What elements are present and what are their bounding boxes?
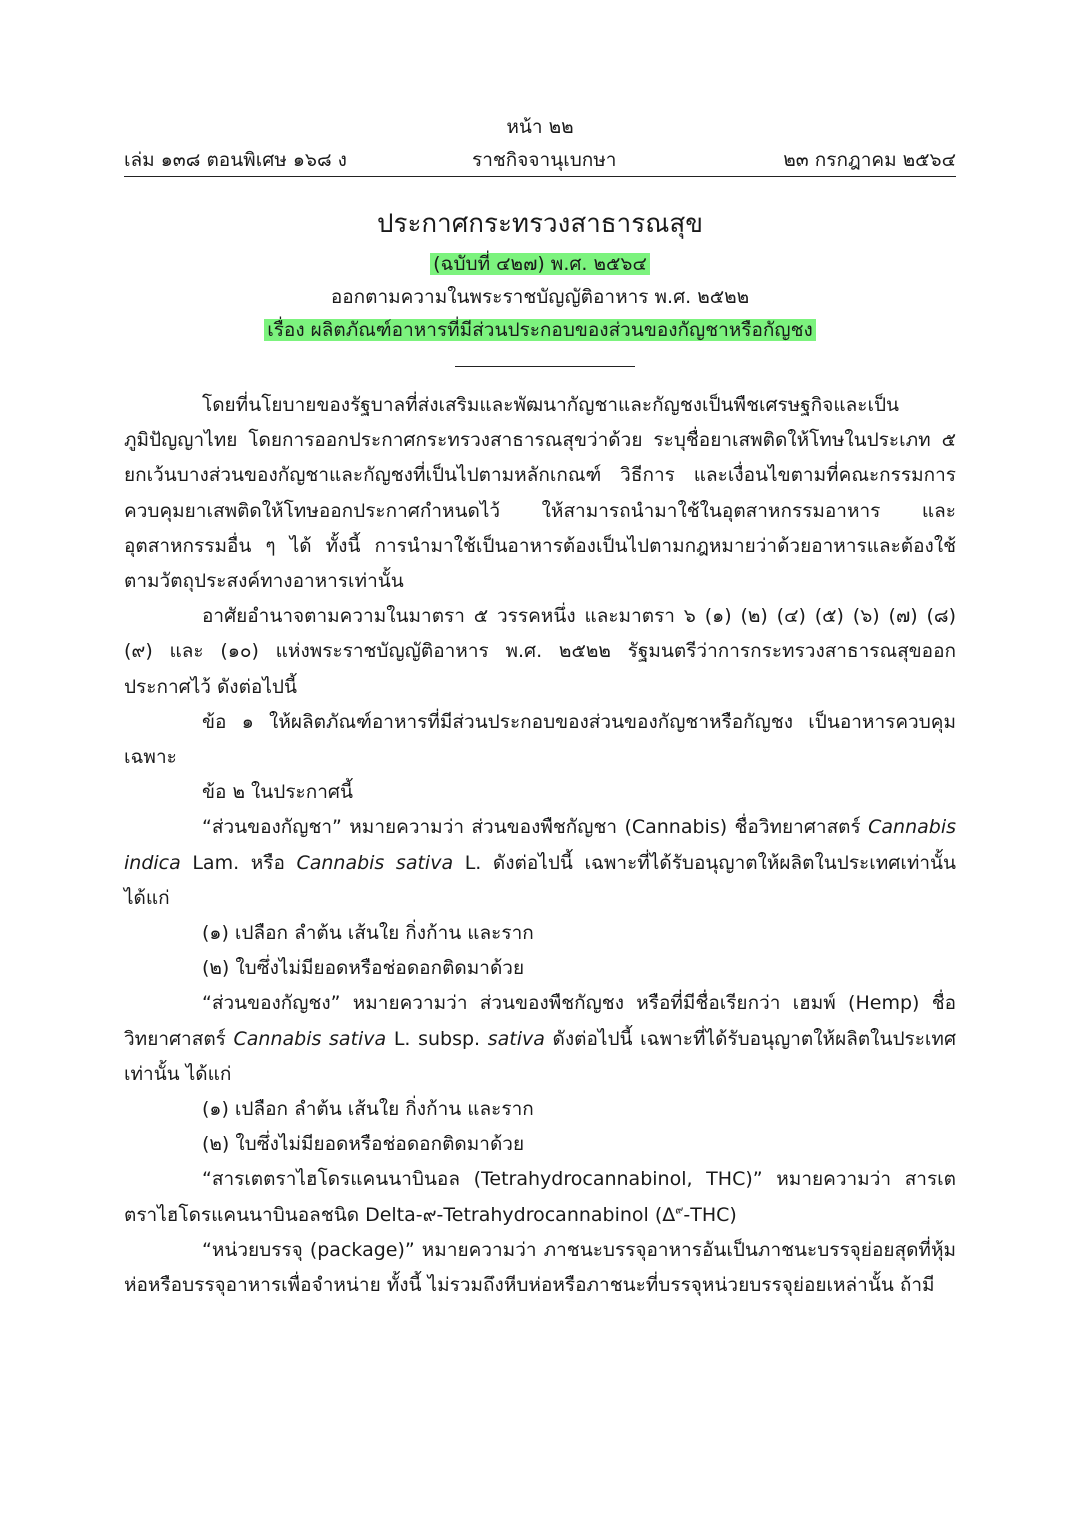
thc-definition: “สารเตตราไฮโดรแคนนาบินอล (Tetrahydrocannabinol, THC)” หมายความว่า สารเตตราไฮโดรแคนนาบินอลชนิด Delta-๙-Tetrahydrocannabinol $(\Delta^๙-THC)$ <box>124 1168 956 1226</box>
clause-2: ข้อ ๒ ในประกาศนี้ <box>202 781 353 804</box>
cannabis-item-2: (๒) ใบซึ่งไม่มียอดหรือช่อดอกติดมาด้วย <box>202 957 525 980</box>
volume-info: เล่ม ๑๓๘ ตอนพิเศษ ๑๖๘ ง <box>124 149 347 171</box>
issued-under: ออกตามความในพระราชบัญญัติอาหาร พ.ศ. ๒๕๒๒ <box>330 286 750 308</box>
gazette-header <box>124 145 956 173</box>
subject-line: เรื่อง ผลิตภัณฑ์อาหารที่มีส่วนประกอบของส่วนของกัญชาหรือกัญชง <box>264 319 816 341</box>
title-block <box>0 206 1080 347</box>
edition-number: (ฉบับที่ ๔๒๗) พ.ศ. ๒๕๖๔ <box>430 253 650 275</box>
publication-date: ๒๓ กรกฎาคม ๒๕๖๔ <box>783 149 956 171</box>
header-divider <box>124 176 956 177</box>
hemp-item-1: (๑) เปลือก ลำต้น เส้นใย กิ่งก้าน และราก <box>202 1098 534 1121</box>
cannabis-item-1: (๑) เปลือก ลำต้น เส้นใย กิ่งก้าน และราก <box>202 922 534 945</box>
announcement-title: ประกาศกระทรวงสาธารณสุข <box>376 209 703 239</box>
title-divider <box>455 366 635 367</box>
package-definition: “หน่วยบรรจุ (package)” หมายความว่า ภาชนะบรรจุอาหารอันเป็นภาชนะบรรจุย่อยสุดที่หุ้มห่อหรือบรรจุอาหารเพื่อจำหน่าย ทั้งนี้ ไม่รวมถึงหีบห่อหรือภาชนะที่บรรจุหน่วยบรรจุย่อยเหล่านั้น ถ้ามี <box>124 1238 956 1297</box>
publication-name: ราชกิจจานุเบกษา <box>472 149 617 171</box>
hemp-item-2: (๒) ใบซึ่งไม่มียอดหรือช่อดอกติดมาด้วย <box>202 1133 525 1156</box>
preamble-paragraph: โดยที่นโยบายของรัฐบาลที่ส่งเสริมและพัฒนากัญชาและกัญชงเป็นพืชเศรษฐกิจและเป็นภูมิปัญญาไทย โดยการออกประกาศกระทรวงสาธารณสุขว่าด้วย ระบุชื่อยาเสพติดให้โทษในประเภท ๕ ยกเว้นบางส่วนของกัญชาและกัญชงที่เป็นไปตามหลักเกณฑ์ วิธีการ และเงื่อนไขตามที่คณะกรรมการควบคุมยาเสพติดให้โทษออกประกาศกำหนดไว้ ให้สามารถนำมาใช้ในอุตสาหกรรมอาหาร และอุตสาหกรรมอื่น ๆ ได้ ทั้งนี้ การนำมาใช้เป็นอาหารต้องเป็นไปตามกฎหมายว่าด้วยอาหารและต้องใช้ตามวัตถุประสงค์ทางอาหารเท่านั้น <box>124 394 956 593</box>
hemp-definition: “ส่วนของกัญชง” หมายความว่า ส่วนของพืชกัญชง หรือที่มีชื่อเรียกว่า เฮมพ์ (Hemp) ชื่อวิทยาศาสตร์ Cannabis sativa L. subsp. sativa ดังต่อไปนี้ เฉพาะที่ได้รับอนุญาตให้ผลิตในประเทศเท่านั้น ได้แก่ <box>124 992 956 1085</box>
clause-1: ข้อ ๑ ให้ผลิตภัณฑ์อาหารที่มีส่วนประกอบของส่วนของกัญชาหรือกัญชง เป็นอาหารควบคุมเฉพาะ <box>124 710 956 769</box>
document-body <box>124 388 956 1303</box>
page-number: หน้า ๒๒ <box>506 116 574 138</box>
cannabis-definition: “ส่วนของกัญชา” หมายความว่า ส่วนของพืชกัญชา (Cannabis) ชื่อวิทยาศาสตร์ Cannabis indica Lam. หรือ Cannabis sativa L. ดังต่อไปนี้ เฉพาะที่ได้รับอนุญาตให้ผลิตในประเทศเท่านั้น ได้แก่ <box>124 816 956 909</box>
authority-paragraph: อาศัยอำนาจตามความในมาตรา ๕ วรรคหนึ่ง และมาตรา ๖ (๑) (๒) (๔) (๕) (๖) (๗) (๘) (๙) และ (๑๐) แห่งพระราชบัญญัติอาหาร พ.ศ. ๒๕๒๒ รัฐมนตรีว่าการกระทรวงสาธารณสุขออกประกาศไว้ ดังต่อไปนี้ <box>124 605 956 698</box>
